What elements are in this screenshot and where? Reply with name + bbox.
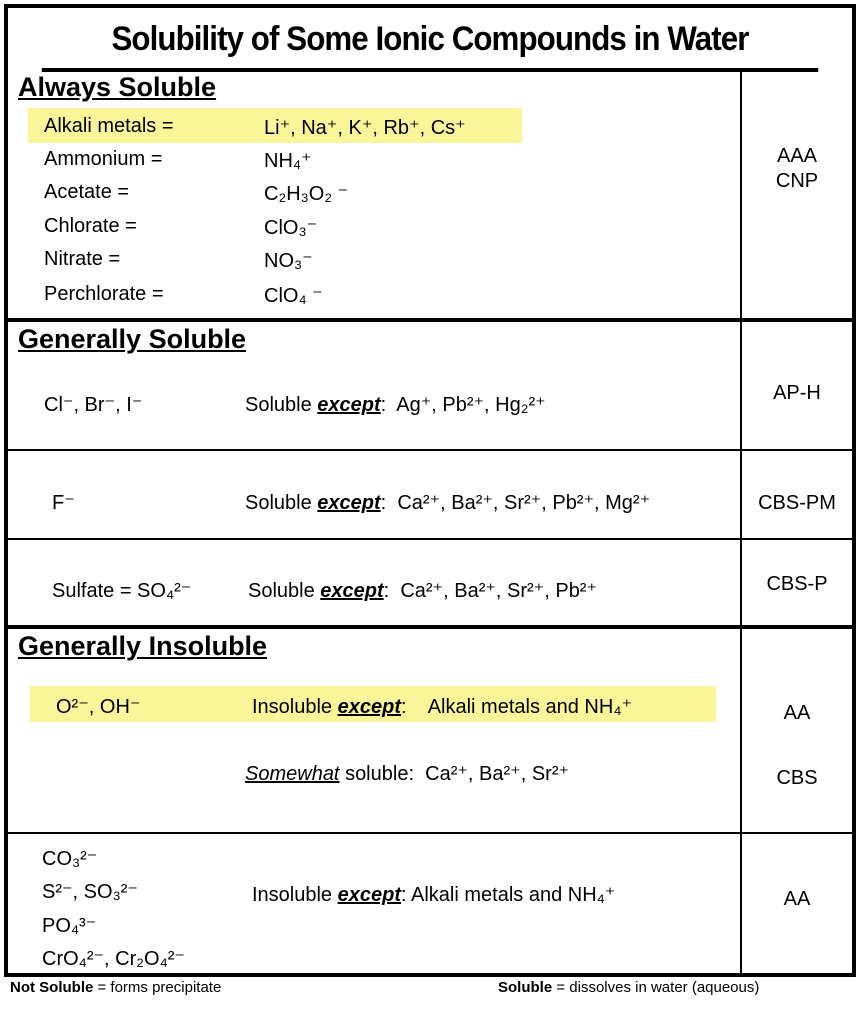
solubility-rule: Insoluble except: Alkali metals and NH₄⁺	[252, 696, 633, 718]
ion-name: Alkali metals =	[44, 115, 174, 137]
ion-formula: C₂H₃O₂ ⁻	[264, 183, 349, 205]
section-heading-generally-insoluble: Generally Insoluble	[18, 631, 268, 661]
mnemonic: AA	[783, 702, 811, 724]
ion-list: PO₄³⁻	[42, 915, 97, 937]
ion-list: CrO₄²⁻, Cr₂O₄²⁻	[42, 948, 185, 970]
mnemonic: CBS-PM	[758, 492, 836, 514]
ion-name: Ammonium =	[44, 148, 163, 170]
ion-name: Nitrate =	[44, 248, 121, 270]
ion-formula: Li⁺, Na⁺, K⁺, Rb⁺, Cs⁺	[264, 117, 466, 139]
somewhat-soluble-rule: Somewhat soluble: Ca²⁺, Ba²⁺, Sr²⁺	[245, 763, 570, 785]
mnemonic: CBS-P	[766, 573, 828, 595]
row-divider	[8, 832, 852, 834]
solubility-rule: Soluble except: Ca²⁺, Ba²⁺, Sr²⁺, Pb²⁺, Mg²⁺	[245, 492, 651, 514]
section-heading-generally-soluble: Generally Soluble	[18, 324, 247, 354]
footer-legend-soluble: Soluble = dissolves in water (aqueous)	[498, 979, 760, 996]
ion-name: Acetate =	[44, 181, 130, 203]
ion-list: F⁻	[52, 492, 75, 514]
ion-name: Chlorate =	[44, 215, 137, 237]
solubility-table	[4, 4, 856, 977]
mnemonic: CBS	[776, 767, 818, 789]
ion-list: Cl⁻, Br⁻, I⁻	[44, 394, 143, 416]
solubility-rule: Insoluble except: Alkali metals and NH₄⁺	[252, 884, 616, 906]
solubility-rule: Soluble except: Ag⁺, Pb²⁺, Hg₂²⁺	[245, 394, 546, 416]
row-divider	[8, 449, 852, 451]
section-divider	[8, 318, 852, 322]
ion-list: Sulfate = SO₄²⁻	[52, 580, 192, 602]
ion-formula: NO₃⁻	[264, 250, 313, 272]
ion-name: Perchlorate =	[44, 283, 164, 305]
column-divider	[740, 72, 742, 977]
table-title: Solubility of Some Ionic Compounds in Water	[42, 8, 818, 72]
section-heading-always-soluble: Always Soluble	[18, 72, 217, 102]
ion-list: CO₃²⁻	[42, 848, 98, 870]
mnemonic: AAA	[776, 145, 818, 167]
ion-formula: NH₄⁺	[264, 150, 312, 172]
mnemonic: CNP	[775, 170, 819, 192]
ion-list: O²⁻, OH⁻	[56, 696, 141, 718]
ion-formula: ClO₄ ⁻	[264, 285, 323, 307]
section-divider	[8, 625, 852, 629]
footer-legend-not-soluble: Not Soluble = forms precipitate	[10, 979, 222, 996]
mnemonic: AA	[783, 888, 811, 910]
ion-list: S²⁻, SO₃²⁻	[42, 881, 138, 903]
row-divider	[8, 538, 852, 540]
ion-formula: ClO₃⁻	[264, 217, 318, 239]
mnemonic: AP-H	[773, 382, 821, 404]
solubility-rule: Soluble except: Ca²⁺, Ba²⁺, Sr²⁺, Pb²⁺	[248, 580, 598, 602]
